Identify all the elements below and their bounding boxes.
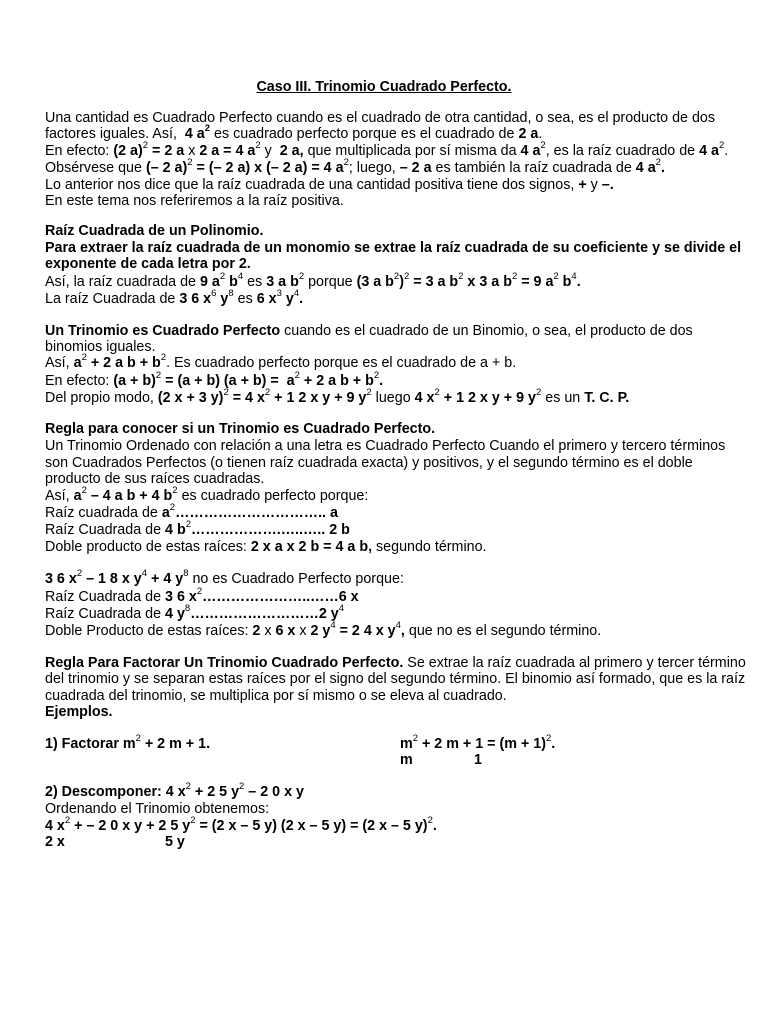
text-segment: a [73, 488, 82, 504]
text-segment: (– 2 a) [145, 160, 188, 176]
text-segment: 4 b [165, 522, 186, 538]
text-segment: – 1 8 x y [82, 571, 142, 587]
text-segment: 4 a [699, 143, 719, 159]
text-segment: es cuadrado perfecto porque es el cuadrado de [210, 126, 519, 142]
text-segment: – 4 a b + 4 b [86, 488, 173, 504]
superscript-exponent: 4 [237, 271, 244, 283]
text-segment: a [73, 355, 82, 371]
text-line [45, 655, 746, 671]
text-segment: cuando es el cuadrado de un Binomio, o sea, el producto de dos [280, 323, 693, 339]
text-segment: ) [399, 274, 404, 290]
text-segment: segundo término. [372, 539, 487, 555]
text-segment: ………………………….. [175, 505, 330, 521]
text-segment: m [122, 736, 136, 752]
text-segment: es un [541, 390, 585, 406]
text-line [45, 352, 517, 371]
superscript-exponent: 2 [255, 140, 261, 152]
text-segment: = 2 4 x y [335, 623, 396, 639]
text-line [45, 123, 543, 142]
text-segment: Raíz Cuadrada de [45, 606, 166, 622]
superscript-exponent: 2 [373, 370, 380, 382]
text-segment: Doble Producto de estas raíces: [45, 623, 253, 639]
text-segment: La raíz Cuadrada de [45, 291, 180, 307]
text-segment: ; luego, [348, 160, 400, 176]
text-segment: Raíz cuadrada de [45, 505, 162, 521]
text-line [45, 671, 745, 687]
text-segment: y [216, 291, 229, 307]
text-segment: y [281, 291, 294, 307]
text-segment: Ejemplos. [45, 704, 113, 720]
superscript-exponent: 2 [64, 815, 71, 827]
text-segment: 5 y [165, 834, 185, 850]
text-segment: 3 6 x [165, 589, 197, 605]
superscript-exponent: 2 [76, 568, 83, 580]
text-segment: + 1 2 x y + 9 y [270, 390, 367, 406]
text-segment: . [379, 373, 384, 389]
page-title: Caso III. Trinomio Cuadrado Perfecto. [256, 79, 512, 95]
text-segment: que multiplicada por sí misma da [303, 143, 521, 159]
text-segment: cuadrada del trinomio, se multiplica por sí mismo o se eleva al cuadrado. [45, 688, 507, 704]
text-segment: a [329, 505, 338, 521]
superscript-exponent: 2 [366, 387, 372, 399]
superscript-exponent: 2 [135, 733, 141, 745]
superscript-exponent: 6 [211, 288, 217, 300]
text-segment: T. C. P. [584, 390, 630, 406]
text-line [45, 539, 487, 555]
text-segment: del trinomio y se separan estas raíces por el signo del segundo término. El binomio así formado, que es la raíz [45, 671, 746, 687]
text-segment: 4 y [165, 606, 185, 622]
text-line [45, 471, 264, 487]
text-segment: binomios iguales. [45, 339, 156, 355]
text-segment: Lo anterior nos dice que la raíz cuadrada de una cantidad positiva tiene dos signos, [45, 177, 579, 193]
superscript-exponent: 2 [239, 781, 245, 793]
text-segment: Raíz Cuadrada de [45, 589, 166, 605]
text-line [45, 586, 359, 605]
superscript-exponent: 4 [293, 288, 300, 300]
text-segment: + [578, 177, 587, 193]
text-segment: porque [304, 274, 357, 290]
text-segment: – 2 0 x y [244, 784, 304, 800]
text-line [45, 271, 581, 290]
text-segment: Regla Para Factorar Un Trinomio Cuadrado Perfecto. [45, 655, 404, 671]
text-segment: b [558, 274, 572, 290]
superscript-exponent: 2 [223, 387, 229, 399]
superscript-exponent: 2 [412, 733, 419, 745]
superscript-exponent: 2 [160, 352, 167, 364]
text-segment: a [161, 505, 170, 521]
superscript-exponent: 2 [204, 123, 211, 135]
superscript-exponent: 2 [155, 370, 162, 382]
text-segment: Una cantidad es Cuadrado Perfecto cuando es el cuadrado de otra cantidad, o sea, es el producto de dos [45, 110, 716, 126]
text-segment: x 3 a b [463, 274, 512, 290]
text-segment: (3 a b [356, 274, 394, 290]
superscript-exponent: 2 [553, 271, 559, 283]
text-segment: x [260, 623, 276, 639]
text-segment: –. [601, 177, 614, 193]
text-segment: m [400, 752, 413, 768]
superscript-exponent: 8 [184, 603, 191, 615]
text-segment: factores iguales. Así, [45, 126, 185, 142]
text-segment: . [551, 736, 556, 752]
text-segment: – 2 a [399, 160, 432, 176]
superscript-exponent: 2 [434, 387, 440, 399]
text-segment: (2 x + 3 y) [157, 390, 224, 406]
text-segment: 2 x [45, 834, 65, 850]
text-segment: + – 2 0 x y + 2 5 y [70, 818, 191, 834]
text-segment: y [260, 143, 280, 159]
superscript-exponent: 2 [718, 140, 725, 152]
text-segment: Regla para conocer si un Trinomio es Cuadrado Perfecto. [45, 421, 436, 437]
text-line [45, 256, 251, 272]
text-segment: = (– 2 a) x (– 2 a) = 4 a [192, 160, 344, 176]
superscript-exponent: 2 [187, 157, 193, 169]
text-segment: . [660, 160, 665, 176]
superscript-exponent: 8 [183, 568, 189, 580]
text-segment: Ordenando el Trinomio obtenemos: [45, 801, 270, 817]
superscript-exponent: 2 [403, 271, 410, 283]
text-line [45, 815, 437, 834]
text-segment: 2 [252, 623, 261, 639]
superscript-exponent: 2 [172, 485, 178, 497]
superscript-exponent: 2 [393, 271, 400, 283]
text-segment: . [576, 274, 581, 290]
text-line [45, 438, 725, 454]
superscript-exponent: 2 [169, 502, 176, 514]
text-line [45, 157, 665, 176]
text-segment: Así, [45, 488, 74, 504]
superscript-exponent: 2 [545, 733, 552, 745]
text-line [165, 834, 185, 850]
text-segment: y [586, 177, 602, 193]
superscript-exponent: 2 [219, 271, 226, 283]
superscript-exponent: 2 [298, 271, 305, 283]
superscript-exponent: 2 [142, 140, 149, 152]
text-segment: , [400, 623, 405, 639]
text-segment: = 3 a b [409, 274, 459, 290]
text-segment: producto de sus raíces cuadradas. [45, 471, 265, 487]
text-line [45, 568, 404, 587]
text-line [45, 140, 729, 159]
text-segment: …………………..……6 x [202, 589, 359, 605]
superscript-exponent: 2 [190, 815, 196, 827]
text-segment: + 2 5 y [190, 784, 240, 800]
text-segment: x [184, 143, 200, 159]
text-segment: 1) Factorar [45, 736, 123, 752]
text-segment: + 2 m + 1. [140, 736, 211, 752]
text-line [400, 733, 556, 752]
text-segment: En efecto: [45, 143, 114, 159]
text-segment: son Cuadrados Perfectos (o tienen raíz cuadrada exacta) y positivos, y el segundo término es el doble [45, 455, 693, 471]
text-segment: + 2 m + 1 = (m + 1) [418, 736, 546, 752]
superscript-exponent: 2 [511, 271, 518, 283]
text-segment: + 1 2 x y + 9 y [439, 390, 536, 406]
text-segment: 4 x [45, 818, 65, 834]
text-segment: que no es el segundo término. [404, 623, 602, 639]
text-segment: 4 x [414, 390, 435, 406]
superscript-exponent: 2 [540, 140, 546, 152]
text-line [45, 688, 507, 704]
text-segment: Raíz Cuadrada de un Polinomio. [45, 223, 264, 239]
text-line [45, 603, 345, 622]
text-segment: Así, la raíz cuadrada de [45, 274, 200, 290]
superscript-exponent: 2 [343, 157, 349, 169]
text-segment: 2 x a x 2 b = 4 a b, [250, 539, 373, 555]
text-segment: Obsérvese que [45, 160, 146, 176]
text-segment: b [225, 274, 238, 290]
text-segment: es [243, 274, 267, 290]
superscript-exponent: 2 [185, 781, 191, 793]
text-segment: . [724, 143, 729, 159]
text-segment: + 2 a b + b [299, 373, 374, 389]
text-segment: Se extrae la raíz cuadrada al primero y tercer término [403, 655, 746, 671]
text-line [45, 455, 693, 471]
text-segment: 1 [474, 752, 482, 768]
superscript-exponent: 4 [571, 271, 577, 283]
text-line [45, 801, 269, 817]
text-line [474, 752, 482, 768]
text-segment: 2 a, [279, 143, 304, 159]
text-line [45, 620, 602, 639]
text-segment: 2) Descomponer: [45, 784, 166, 800]
text-line [45, 288, 304, 307]
text-line [400, 752, 413, 768]
text-segment: = (2 x – 5 y) (2 x – 5 y) = (2 x – 5 y) [195, 818, 428, 834]
text-segment: Un Trinomio es Cuadrado Perfecto [45, 323, 281, 339]
text-segment: ………………………2 y [190, 606, 339, 622]
superscript-exponent: 2 [81, 485, 87, 497]
superscript-exponent: 3 [276, 288, 282, 300]
text-line [45, 733, 211, 752]
superscript-exponent: 4 [338, 603, 345, 615]
text-segment: = 2 a [148, 143, 185, 159]
text-line [45, 339, 155, 355]
superscript-exponent: 2 [535, 387, 542, 399]
superscript-exponent: 2 [264, 387, 271, 399]
text-segment: . [432, 818, 437, 834]
text-line [45, 781, 304, 800]
text-line [45, 421, 435, 437]
text-segment: Raíz Cuadrada de [45, 522, 166, 538]
text-segment: . [299, 291, 304, 307]
text-segment: 3 6 x [45, 571, 77, 587]
text-segment: Así, [45, 355, 74, 371]
superscript-exponent: 8 [228, 288, 234, 300]
text-segment: En efecto: [45, 373, 114, 389]
superscript-exponent: 2 [196, 586, 203, 598]
text-segment: = (a + b) (a + b) = a [161, 373, 295, 389]
text-segment: En este tema nos referiremos a la raíz positiva. [45, 193, 344, 209]
text-segment: 9 a [199, 274, 220, 290]
text-segment: m [400, 736, 413, 752]
text-segment: 4 a [635, 160, 656, 176]
text-line [45, 223, 263, 239]
text-segment: = 9 a [517, 274, 554, 290]
text-segment: es [233, 291, 257, 307]
text-segment: 2 a [518, 126, 539, 142]
text-line [45, 387, 630, 406]
text-segment: 3 a b [266, 274, 299, 290]
text-segment: 3 6 x [179, 291, 212, 307]
text-segment: Del propio modo, [45, 390, 158, 406]
text-line [45, 323, 693, 339]
text-segment: 4 a [520, 143, 541, 159]
text-segment: 6 x [275, 623, 296, 639]
text-segment: no es Cuadrado Perfecto porque: [188, 571, 404, 587]
superscript-exponent: 2 [185, 519, 191, 531]
text-line [45, 519, 350, 538]
text-line [45, 177, 614, 193]
superscript-exponent: 2 [294, 370, 300, 382]
text-segment: 4 a [184, 126, 205, 142]
text-segment: 2 y [310, 623, 331, 639]
text-segment: Doble producto de estas raíces: [45, 539, 251, 555]
superscript-exponent: 4 [141, 568, 148, 580]
text-segment: . [538, 126, 543, 142]
text-segment: Para extraer la raíz cuadrada de un monomio se extrae la raíz cuadrada de su coeficiente y se divide el [45, 240, 742, 256]
text-segment: luego [371, 390, 415, 406]
text-line [45, 240, 741, 256]
superscript-exponent: 4 [395, 620, 401, 632]
text-line [45, 370, 384, 389]
text-segment: + 2 a b + b [86, 355, 161, 371]
superscript-exponent: 2 [81, 352, 87, 364]
text-segment: 2 a = 4 a [199, 143, 256, 159]
text-segment: exponente de cada letra por 2. [45, 256, 251, 272]
text-segment: 6 x [256, 291, 277, 307]
text-line [45, 704, 113, 720]
superscript-exponent: 4 [330, 620, 336, 632]
text-segment: es cuadrado perfecto porque: [177, 488, 369, 504]
text-segment: ……………….…..….. 2 b [190, 522, 350, 538]
text-segment: + 4 y [147, 571, 184, 587]
text-segment: Un Trinomio Ordenado con relación a una letra es Cuadrado Perfecto Cuando el primero y tercero términos [45, 438, 726, 454]
text-segment: = 4 x [228, 390, 265, 406]
text-segment: , es la raíz cuadrado de [545, 143, 700, 159]
text-segment: (a + b) [113, 373, 156, 389]
text-segment: (2 a) [113, 143, 143, 159]
superscript-exponent: 2 [655, 157, 661, 169]
text-segment: . Es cuadrado perfecto porque es el cuadrado de a + b. [166, 355, 517, 371]
superscript-exponent: 2 [427, 815, 433, 827]
superscript-exponent: 2 [458, 271, 464, 283]
text-segment: x [295, 623, 311, 639]
text-segment: es también la raíz cuadrada de [431, 160, 636, 176]
text-line [45, 485, 369, 504]
text-line [45, 834, 65, 850]
text-segment: 4 x [165, 784, 186, 800]
text-line [45, 110, 715, 126]
text-line [45, 502, 338, 521]
text-line [45, 193, 344, 209]
